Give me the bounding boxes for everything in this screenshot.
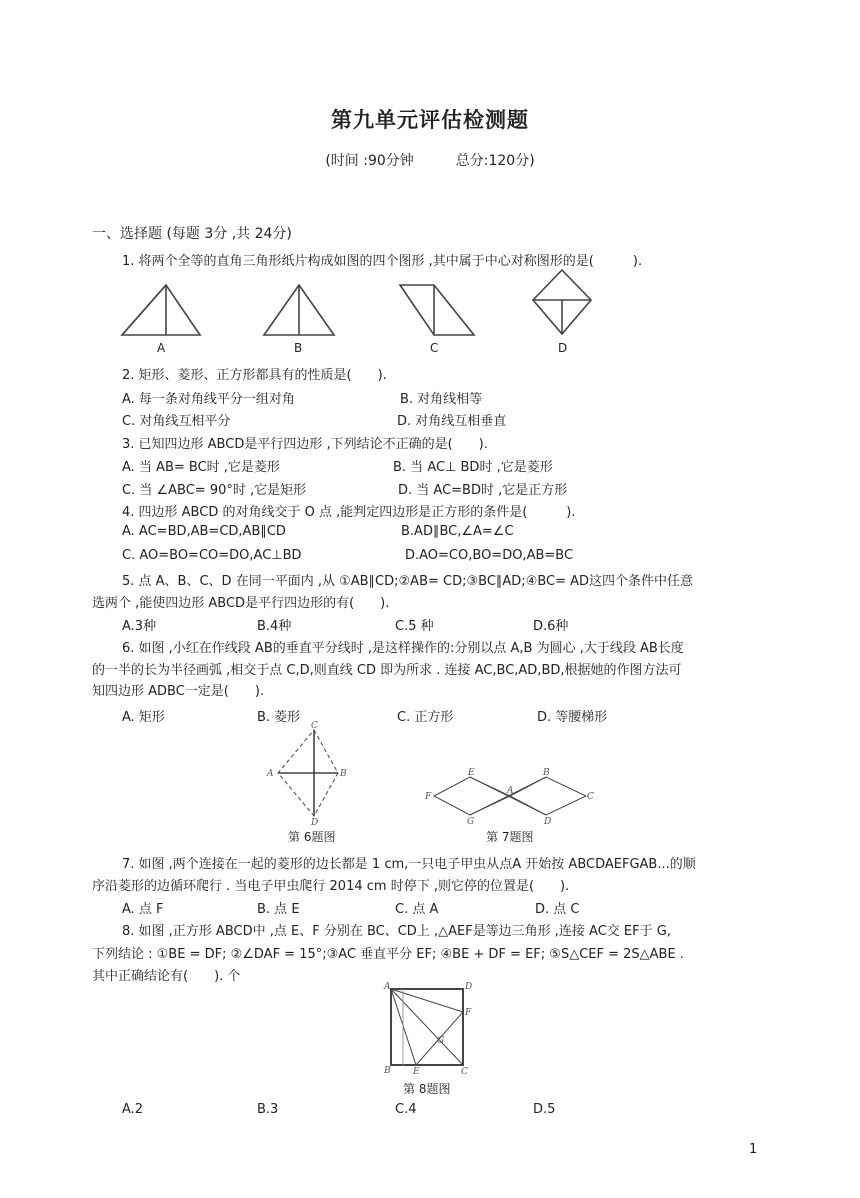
q7-stem-line2: 序沿菱形的边循环爬行 . 当电子甲虫爬行 2014 cm 时停下 ,则它停的位置是( ). (92, 879, 570, 894)
figure-8 (383, 983, 473, 1075)
q6-option-d: D. 等腰梯形 (537, 710, 608, 725)
fig6-point-a: A (267, 769, 274, 779)
fig7-point-c: C (587, 792, 594, 802)
q6-option-b: B. 菱形 (257, 710, 301, 725)
q6-stem-line3: 知四边形 ADBC一定是( ). (92, 684, 265, 699)
q5-stem-line1: 5. 点 A、B、C、D 在同一平面内 ,从 ①AB∥CD;②AB= CD;③BC∥AD;④BC= AD这四个条件中任意 (122, 574, 694, 589)
q1-stem: 1. 将两个全等的直角三角形纸片构成如图的四个图形 ,其中属于中心对称图形的是( ). (122, 254, 643, 269)
q3-option-d: D. 当 AC=BD时 ,它是正方形 (398, 483, 568, 498)
fig8-point-g: G (437, 1036, 445, 1046)
fig8-point-d: D (465, 982, 473, 992)
q8-stem-line3: 其中正确结论有( ). 个 (92, 969, 241, 984)
q5-option-a: A.3种 (122, 619, 157, 634)
q2-option-c: C. 对角线互相平分 (122, 414, 231, 429)
q5-option-b: B.4种 (257, 619, 292, 634)
q7-stem-line1: 7. 如图 ,两个连接在一起的菱形的边长都是 1 cm,一只电子甲虫从点A 开始按 ABCDAEFGAB...的顺 (122, 857, 696, 872)
q8-option-c: C.4 (395, 1102, 417, 1117)
q2-option-d: D. 对角线互相垂直 (397, 414, 507, 429)
fig7-point-e: E (468, 768, 475, 778)
q1-figure-a (120, 283, 202, 337)
fig8-point-e: E (413, 1067, 420, 1077)
figure-6 (264, 721, 347, 828)
q5-option-c: C.5 种 (395, 619, 434, 634)
q6-stem-line1: 6. 如图 ,小红在作线段 AB的垂直平分线时 ,是这样操作的:分别以点 A,B 为圆心 ,大于线段 AB长度 (122, 641, 684, 656)
q4-option-a: A. AC=BD,AB=CD,AB∥CD (122, 524, 286, 539)
q3-option-a: A. 当 AB= BC时 ,它是菱形 (122, 460, 280, 475)
q4-stem: 4. 四边形 ABCD 的对角线交于 O 点 ,能判定四边形是正方形的条件是( ). (122, 505, 576, 520)
fig6-point-c: C (311, 721, 318, 731)
q1-label-a: A (157, 341, 166, 355)
q2-option-b: B. 对角线相等 (400, 392, 483, 407)
page-number: 1 (749, 1142, 758, 1157)
fig7-point-g: G (467, 817, 475, 827)
fig8-caption: 第 8题图 (403, 1082, 451, 1096)
figure-7 (424, 768, 604, 826)
fig7-caption: 第 7题图 (486, 830, 534, 844)
page-subtitle: (时间 :90分钟 总分:120分) (325, 153, 535, 169)
q2-option-a: A. 每一条对角线平分一组对角 (122, 392, 295, 407)
q7-option-d: D. 点 C (535, 902, 580, 917)
fig6-caption: 第 6题图 (288, 830, 336, 844)
fig7-point-d: D (544, 817, 552, 827)
fig8-point-c: C (461, 1067, 468, 1077)
q6-option-a: A. 矩形 (122, 710, 165, 725)
q6-option-c: C. 正方形 (397, 710, 454, 725)
q8-stem-line1: 8. 如图 ,正方形 ABCD中 ,点 E、F 分别在 BC、CD上 ,△AEF是等边三角形 ,连接 AC交 EF于 G, (122, 924, 671, 939)
q7-option-b: B. 点 E (257, 902, 300, 917)
q1-label-d: D (558, 341, 568, 355)
q7-option-a: A. 点 F (122, 902, 164, 917)
page-title: 第九单元评估检测题 (331, 108, 529, 132)
q8-stem-line2: 下列结论 : ①BE = DF; ②∠DAF = 15°;③AC 垂直平分 EF; ④BE + DF = EF; ⑤S△CEF = 2S△ABE . (92, 947, 684, 962)
q5-stem-line2: 选两个 ,能使四边形 ABCD是平行四边形的有( ). (92, 596, 390, 611)
fig6-point-d: D (311, 818, 319, 828)
q4-option-b: B.AD∥BC,∠A=∠C (401, 524, 514, 539)
q7-option-c: C. 点 A (395, 902, 439, 917)
section-heading: 一、选择题 (每题 3分 ,共 24分) (92, 226, 292, 242)
fig7-point-b: B (543, 768, 550, 778)
q1-figure-b (262, 283, 336, 337)
q4-option-d: D.AO=CO,BO=DO,AB=BC (405, 548, 574, 563)
q5-option-d: D.6种 (533, 619, 569, 634)
q3-option-c: C. 当 ∠ABC= 90°时 ,它是矩形 (122, 483, 307, 498)
fig6-point-b: B (340, 769, 347, 779)
q6-stem-line2: 的一半的长为半径画弧 ,相交于点 C,D,则直线 CD 即为所求 . 连接 AC,BC,AD,BD,根据她的作图方法可 (92, 663, 682, 678)
q1-label-c: C (430, 341, 439, 355)
fig8-point-f: F (465, 1008, 472, 1018)
q1-figure-c (398, 283, 476, 337)
q3-option-b: B. 当 AC⊥ BD时 ,它是菱形 (393, 460, 553, 475)
q1-label-b: B (294, 341, 303, 355)
fig8-point-a: A (384, 982, 391, 992)
q2-stem: 2. 矩形、菱形、正方形都具有的性质是( ). (122, 368, 387, 383)
fig7-point-f: F (425, 792, 432, 802)
q8-option-a: A.2 (122, 1102, 144, 1117)
q8-option-b: B.3 (257, 1102, 279, 1117)
q1-figure-d (532, 268, 594, 336)
fig8-point-b: B (384, 1066, 391, 1076)
fig7-point-a: A (507, 786, 514, 796)
q3-stem: 3. 已知四边形 ABCD是平行四边形 ,下列结论不正确的是( ). (122, 437, 488, 452)
q8-option-d: D.5 (533, 1102, 556, 1117)
q4-option-c: C. AO=BO=CO=DO,AC⊥BD (122, 548, 302, 563)
